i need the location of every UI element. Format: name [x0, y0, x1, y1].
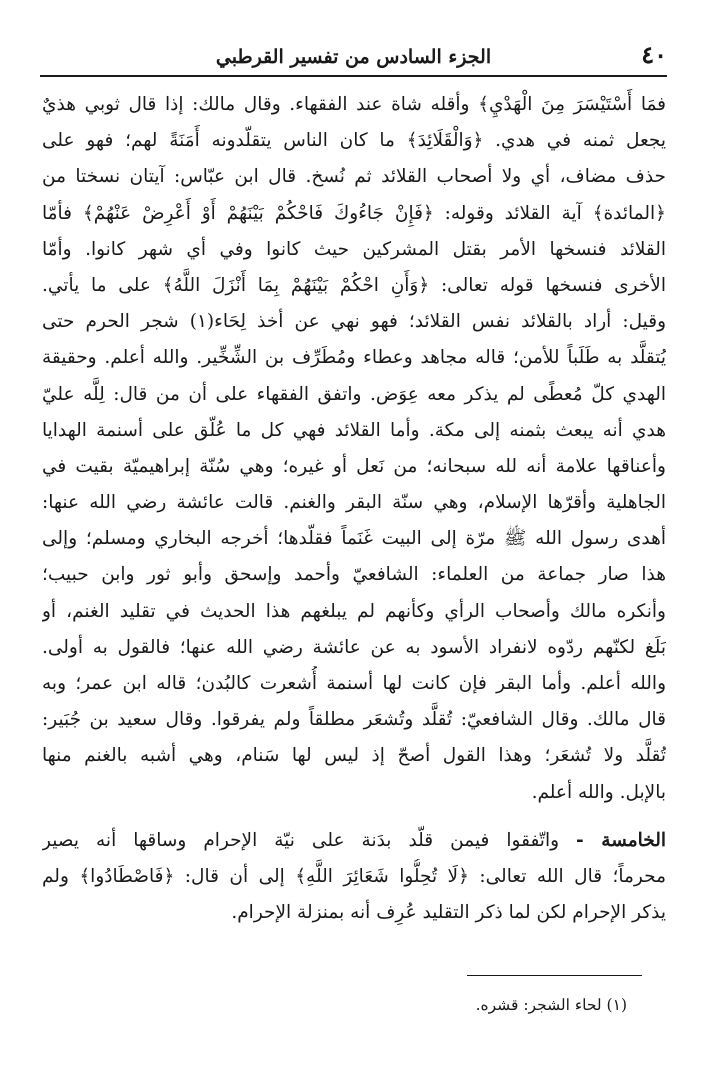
body-line: تُقلَّد ولا تُشعَر؛ وهذا القول أصحّ إذ ليس لها سَنام، وهي أشبه بالغنم منها	[42, 745, 666, 767]
body-line: الهدي كلّ مُعطًى لم يذكر معه عِوَض. واتفق الفقهاء على أن من قال: لِلَّه عليّ	[42, 383, 666, 405]
body-line: يجعل ثمنه في هدي. ﴿وَالْقَلَائِدَ﴾ ما كان الناس يتقلّدونه أَمَنَةً لهم؛ فهو على	[42, 130, 666, 152]
footnote: (١) لحاء الشجر: قشره.	[475, 996, 627, 1014]
body-line: الأخرى فنسخها قوله تعالى: ﴿وَأَنِ احْكُمْ بَيْنَهُمْ بِمَا أَنْزَلَ اللَّهُ﴾ على ما يأتي.	[42, 274, 666, 296]
section-line-text: واتّفقوا فيمن قلّد بدَنة على نيّة الإحرام وساقها أنه يصير	[42, 829, 577, 851]
body-text	[42, 87, 666, 931]
body-line: وأعناقها علامة أنه لله سبحانه؛ من نَعل أو غيره؛ وهي سُنّة إبراهيميّة بقيت في	[42, 455, 666, 477]
running-title: الجزء السادس من تفسير القرطبي	[215, 46, 492, 68]
section-line: يذكر الإحرام لكن لما ذكر التقليد عُرِف أنه بمنزلة الإحرام.	[231, 902, 666, 924]
body-line: والله أعلم. وأما البقر فإن كانت لها أسنمة أُشعرت كالبُدن؛ قاله ابن عمر؛ وبه	[42, 673, 666, 694]
page-number: ٤٠	[641, 40, 667, 69]
body-line: وقيل: أراد بالقلائد نفس القلائد؛ فهو نهي عن أخذ لِحَاء(١) شجر الحرم حتى	[42, 311, 666, 333]
body-line: وأنكره مالك وأصحاب الرأي وكأنهم لم يبلغهم هذا الحديث في تقليد الغنم، أو	[42, 600, 666, 622]
section-gap	[42, 811, 666, 823]
body-line: أهدى رسول الله ﷺ مرّة إلى البيت غَنَماً فقلّدها؛ أخرجه البخاري ومسلم؛ وإلى	[42, 528, 666, 550]
body-line: قال مالك. وقال الشافعيّ: تُقلَّد وتُشعَر مطلقاً ولم يفرقوا. وقال سعيد بن جُبَير:	[42, 709, 666, 731]
body-line: القلائد فنسخها الأمر بقتل المشركين حيث كانوا وفي أي شهر كانوا. وأمّا	[42, 238, 666, 260]
header-rule	[40, 75, 667, 77]
section-keyword: الخامسة -	[576, 829, 666, 851]
body-line: ﴿المائدة﴾ آية القلائد وقوله: ﴿فَإِنْ جَاءُوكَ فَاحْكُمْ بَيْنَهُمْ أَوْ أَعْرِضْ عَنْهُمْ﴾ فأمّا	[42, 202, 666, 224]
body-line: بالإبل. والله أعلم.	[531, 781, 666, 803]
body-line: الجاهلية وأقرّها الإسلام، وهي سنّة البقر والغنم. قالت عائشة رضي الله عنها:	[42, 492, 666, 514]
body-line: هذا صار جماعة من العلماء: الشافعيّ وأحمد وإسحق وأبو ثور وابن حبيب؛	[42, 564, 666, 586]
footnote-rule	[467, 975, 642, 976]
page-header	[40, 40, 667, 74]
body-line: فمَا أَسْتَيْسَرَ مِنَ الْهَدْيِ﴾ وأقله شاة عند الفقهاء. وقال مالك: إذا قال ثوبي هذيٌ	[42, 94, 666, 115]
section-line: محرماً؛ قال الله تعالى: ﴿لَا تُحِلُّوا شَعَائِرَ اللَّهِ﴾ إلى أن قال: ﴿فَاصْطَادُوا﴾ ولم	[42, 865, 666, 887]
section-first-line	[42, 823, 666, 859]
body-line: حذف مضاف، أي ولا أصحاب القلائد ثم نُسخ. قال ابن عبّاس: آيتان نسختا من	[42, 166, 666, 188]
body-line: بَلَغ لكنّهم ردّوه لانفراد الأسود به عن عائشة رضي الله عنها؛ فالقول به أولى.	[42, 636, 666, 658]
body-line: هدي أنه يبعث بثمنه إلى مكة. وأما القلائد فهي كل ما عُلّق على أسنمة الهدايا	[42, 419, 666, 441]
body-line: يُتقلَّد به طَلَباً للأمن؛ قاله مجاهد وعطاء ومُطَرِّف بن الشِّخِّير. والله أعلم. وحقيقة	[42, 347, 666, 369]
